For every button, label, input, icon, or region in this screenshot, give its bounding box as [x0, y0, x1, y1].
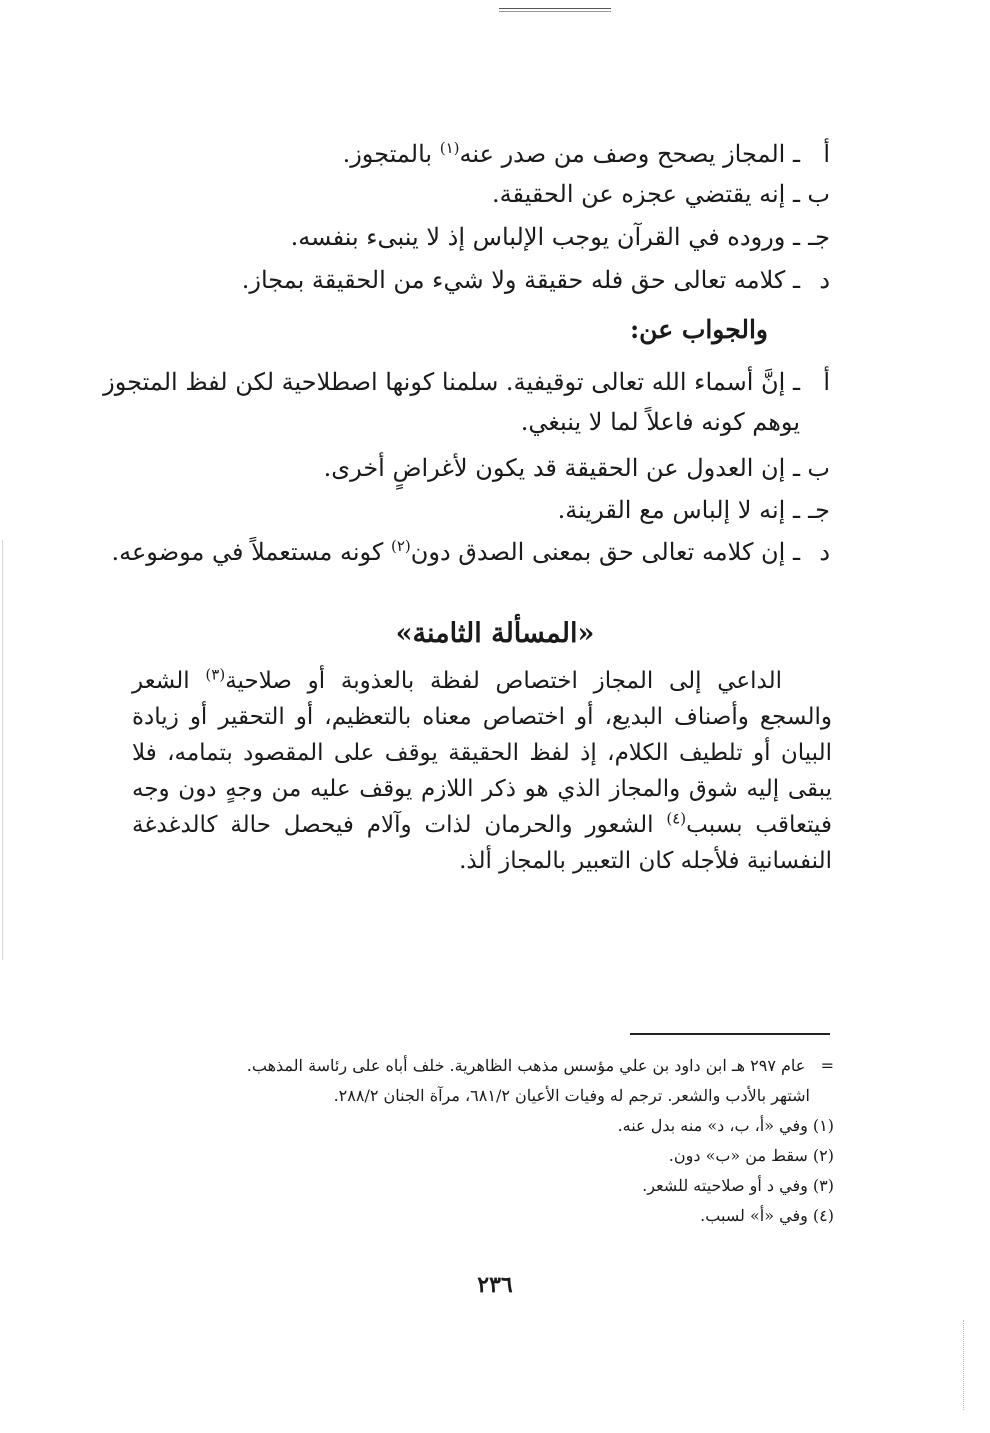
- item-text: ـ إنَّ أسماء الله تعالى توقيفية. سلمنا كونها اصطلاحية لكن لفظ المتجوز: [103, 368, 800, 396]
- answer-item-continuation: [521, 402, 830, 442]
- item-label: د: [819, 538, 830, 566]
- continuation-marker: =: [820, 1056, 834, 1075]
- page-number: ٢٣٦: [477, 1272, 513, 1298]
- objections-list: [120, 134, 830, 304]
- body-paragraph: [132, 663, 832, 879]
- answer-item: [103, 362, 830, 402]
- footnote-separator: [630, 1033, 830, 1035]
- footnote-continuation: [124, 1081, 834, 1111]
- item-label: أ: [823, 368, 830, 396]
- answer-item: [111, 532, 830, 572]
- item-label: د: [819, 266, 830, 294]
- footnote-ref[interactable]: (٤): [666, 809, 687, 828]
- footnote-text: اشتهر بالأدب والشعر. ترجم له وفيات الأعيان ٦٨١/٢، مرآة الجنان ٢٨٨/٢.: [333, 1086, 810, 1105]
- item-label: ب: [807, 180, 830, 208]
- footnote-item: (٣) وفي د أو صلاحيته للشعر.: [642, 1176, 834, 1195]
- paragraph-text: الداعي إلى المجاز اختصاص لفظة بالعذوبة أو صلاحية: [225, 668, 782, 694]
- header-rule-secondary: [499, 11, 611, 12]
- paragraph-text: الشعور والحرمان لذات وآلام فيحصل حالة كالدغدغة النفسانية فلأجله كان التعبير بالمجاز ألذ.: [132, 812, 832, 874]
- item-text: ـ المجاز يصحح وصف من صدر عنه: [459, 140, 800, 168]
- objection-item: [343, 134, 830, 174]
- item-label: جـ: [808, 223, 830, 251]
- section-title: «المسألة الثامنة»: [395, 618, 595, 649]
- item-text: ـ إنه يقتضي عجزه عن الحقيقة.: [492, 180, 800, 208]
- footnote-continuation: [124, 1051, 834, 1081]
- item-text: يوهم كونه فاعلاً لما لا ينبغي.: [520, 408, 800, 436]
- footnote-item: (٤) وفي «أ» لسبب.: [700, 1206, 834, 1225]
- footnote-text: عام ٢٩٧ هـ ابن داود بن علي مؤسس مذهب الظاهرية. خلف أباه على رئاسة المذهب.: [246, 1056, 806, 1075]
- item-text: ـ إن العدول عن الحقيقة قد يكون لأغراضٍ أخرى.: [323, 454, 800, 482]
- objection-item: [492, 174, 830, 214]
- objection-item: [291, 217, 830, 257]
- item-text: ـ كلامه تعالى حق فله حقيقة ولا شيء من الحقيقة بمجاز.: [241, 266, 800, 294]
- item-label: ب: [807, 454, 830, 482]
- answers-list: [103, 362, 830, 582]
- footnote-item: (١) وفي «أ، ب، د» منه بدل عنه.: [617, 1116, 834, 1135]
- item-text-after: كونه مستعملاً في موضوعه.: [111, 538, 391, 566]
- objection-item: [242, 260, 830, 300]
- header-rule: [499, 8, 611, 9]
- footnote-item: (٢) سقط من «ب» دون.: [668, 1146, 834, 1165]
- footnote-ref[interactable]: (١): [439, 139, 460, 157]
- footnote-ref[interactable]: (٢): [390, 537, 411, 555]
- paragraph-text: الشعر والسجع وأصناف البديع، أو اختصاص معناه بالتعظيم، أو التحقير أو زيادة البيان أو تلطيف الكلام، إذ لفظ الحقيقة يوقف على المقصود بتمامه، فلا يبقى إليه شوق والمجاز الذي هو ذكر اللازم يوقف عليه من وجهٍ دون وجه فيتعاقب بسبب: [132, 668, 832, 838]
- item-text-after: بالمتجوز.: [342, 140, 440, 168]
- answer-item: [558, 490, 830, 530]
- answer-heading: والجواب عن:: [629, 315, 768, 344]
- scan-edge-mark-right: [962, 1320, 964, 1410]
- scan-edge-mark: [2, 540, 3, 960]
- footnote-ref[interactable]: (٣): [205, 665, 226, 684]
- footnotes: [124, 1051, 834, 1231]
- item-text: ـ وروده في القرآن يوجب الإلباس إذ لا ينبىء بنفسه.: [290, 223, 800, 251]
- item-label: جـ: [808, 496, 830, 524]
- answer-item: [324, 448, 830, 488]
- item-text: ـ إنه لا إلباس مع القرينة.: [557, 496, 800, 524]
- item-text: ـ إن كلامه تعالى حق بمعنى الصدق دون: [410, 538, 800, 566]
- item-label: أ: [823, 140, 830, 168]
